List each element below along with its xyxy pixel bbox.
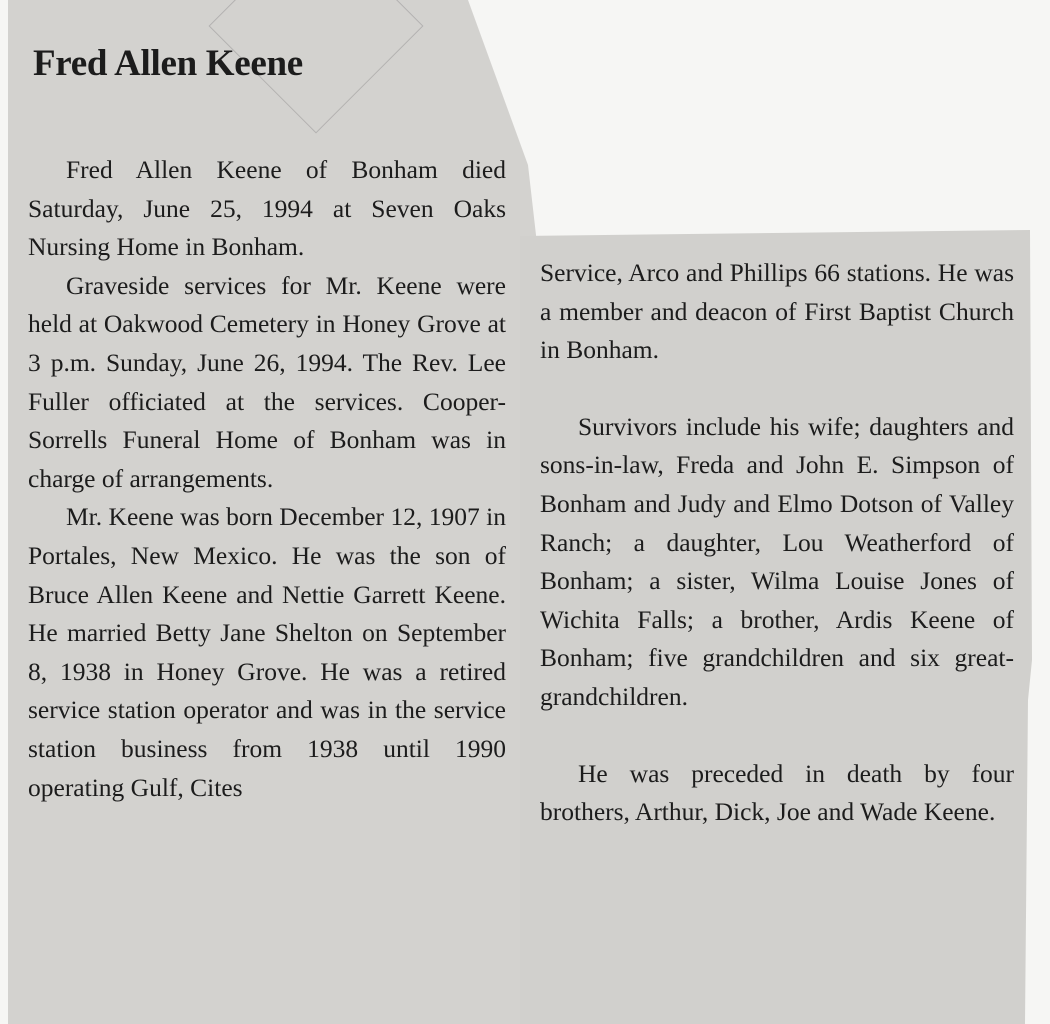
paragraph-services: Graveside services for Mr. Keene were held at Oakwood Cemetery in Honey Grove at 3 p.m. Sunday, June 26, 1994. The Rev. Lee Fuller officiated at the services. Cooper-Sorrells Funeral Home of Bonham was in charge of arrangements. xyxy=(28,270,506,493)
paragraph-biography-continued: Service, Arco and Phillips 66 stations. He was a member and deacon of First Baptist Church in Bonham. xyxy=(540,258,1014,365)
right-text-column xyxy=(540,254,1014,832)
paragraph-survivors: Survivors include his wife; daughters and sons-in-law, Freda and John E. Simpson of Bonham and Judy and Elmo Dotson of Valley Ranch; a daughter, Lou Weatherford of Bonham; a sister, Wilma Louise Jones of Wichita Falls; a brother, Ardis Keene of Bonham; five grandchildren and six great-grandchildren. xyxy=(540,411,1014,711)
paragraph-biography: Mr. Keene was born December 12, 1907 in Portales, New Mexico. He was the son of Bruce Allen Keene and Nettie Garrett Keene. He married Betty Jane Shelton on September 8, 1938 in Honey Grove. He was a retired service station operator and was in the service station business from 1938 until 1990 operating Gulf, Cites xyxy=(28,502,506,802)
left-text-column xyxy=(28,151,506,807)
paragraph-preceded-in-death: He was preceded in death by four brothers, Arthur, Dick, Joe and Wade Keene. xyxy=(540,758,1014,827)
column-spacer xyxy=(540,370,1014,408)
column-spacer xyxy=(540,717,1014,755)
obituary-headline: Fred Allen Keene xyxy=(33,43,303,84)
paragraph-death-notice: Fred Allen Keene of Bonham died Saturday, June 25, 1994 at Seven Oaks Nursing Home in Bonham. xyxy=(28,155,506,262)
